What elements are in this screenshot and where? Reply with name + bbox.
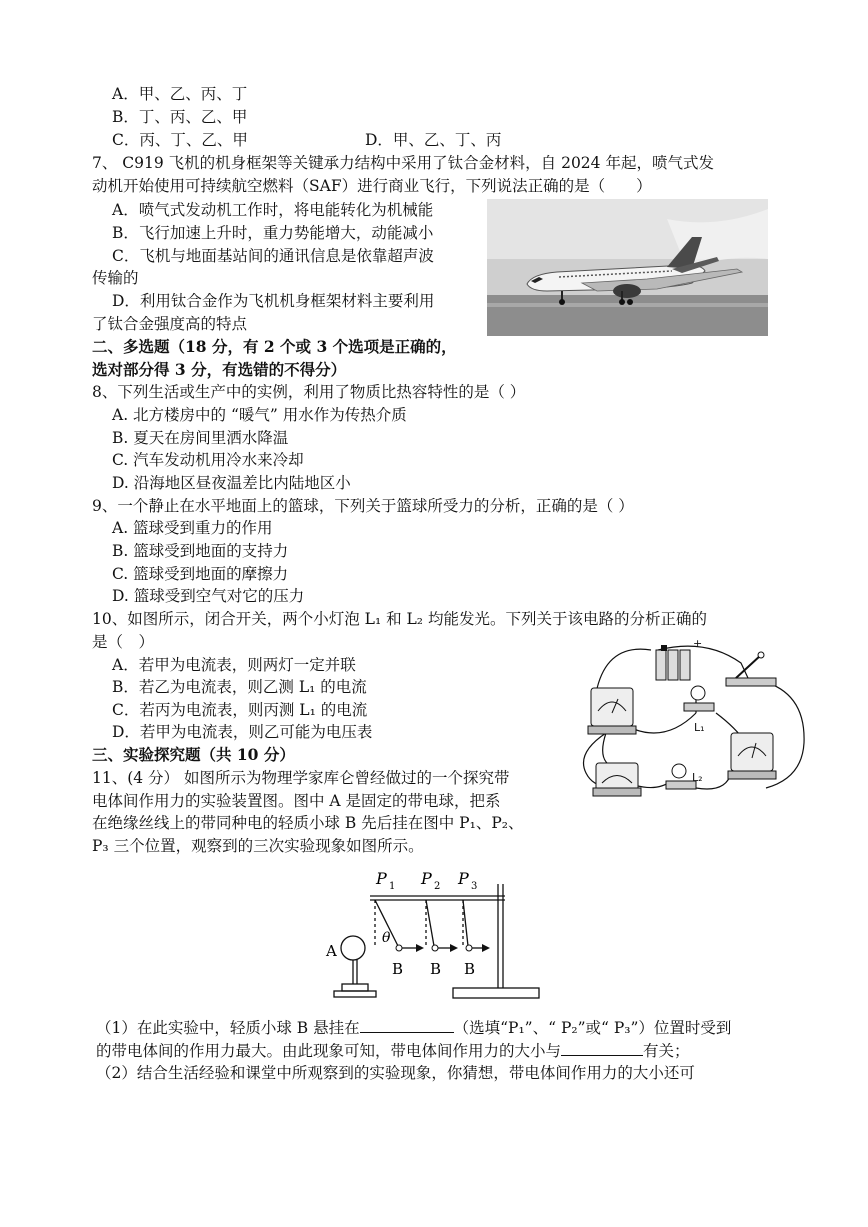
q11-part2-line1: （2）结合生活经验和课堂中所观察到的实验现象，你猜想，带电体间作用力的大小还可 <box>96 1064 695 1082</box>
q10-option-c: C．若丙为电流表，则丙测 L₁ 的电流 <box>112 701 368 719</box>
circuit-diagram <box>566 633 812 798</box>
q9-option-b: B. 篮球受到地面的支持力 <box>112 542 289 560</box>
meter-bing-icon <box>728 733 776 779</box>
q9-option-c: C. 篮球受到地面的摩擦力 <box>112 565 289 583</box>
label-p2: P <box>421 869 432 888</box>
q11-stem-line4: P₃ 三个位置，观察到的三次实验现象如图所示。 <box>92 837 424 855</box>
q11-stem-line2: 电体间作用力的实验装置图。图中 A 是固定的带电球，把系 <box>92 792 501 810</box>
q11-part1-text-c: 的带电体间的作用力最大。由此现象可知，带电体间作用力的大小与 <box>96 1042 562 1060</box>
airplane-image <box>487 199 768 336</box>
label-p2-sub: 2 <box>434 881 441 892</box>
q11-stem-line3: 在绝缘丝线上的带同种电的轻质小球 B 先后挂在图中 P₁、P₂、 <box>92 814 524 832</box>
lamp-l1-icon <box>684 686 714 711</box>
label-ball-b-3: B <box>464 960 476 978</box>
q9-option-d: D. 篮球受到空气对它的压力 <box>112 587 305 605</box>
battery-icon <box>656 645 690 680</box>
battery-plus-label: + <box>693 637 703 650</box>
label-p3: P <box>458 869 469 888</box>
q11-part1-line2 <box>96 1039 690 1062</box>
label-ball-b-2: B <box>430 960 442 978</box>
label-p1: P <box>376 869 387 888</box>
answer-blank-1[interactable] <box>360 1016 454 1033</box>
answer-blank-2[interactable] <box>561 1039 643 1056</box>
q6-option-a: A．甲、乙、丙、丁 <box>112 85 248 103</box>
q10-option-b: B．若乙为电流表，则乙测 L₁ 的电流 <box>112 678 367 696</box>
q6-option-b: B．丁、丙、乙、甲 <box>112 108 248 126</box>
meter-jia-icon <box>588 688 636 734</box>
q11-part1-text-a: （1）在此实验中，轻质小球 B 悬挂在 <box>96 1019 360 1037</box>
q9-stem: 9、一个静止在水平地面上的篮球，下列关于篮球所受力的分析，正确的是（ ） <box>92 497 634 515</box>
label-ball-b-1: B <box>392 960 404 978</box>
coulomb-apparatus-diagram <box>320 862 550 1004</box>
switch-icon <box>726 652 776 686</box>
q10-stem-line2: 是（ ） <box>92 633 155 651</box>
label-p3-sub: 3 <box>471 881 478 892</box>
q8-option-a: A. 北方楼房中的 “暖气” 用水作为传热介质 <box>112 406 407 424</box>
q7-option-b: B．飞行加速上升时，重力势能增大，动能减小 <box>112 224 434 242</box>
section3-heading: 三、实验探究题（共 10 分） <box>92 745 295 764</box>
q7-option-c-line1: C．飞机与地面基站间的通讯信息是依靠超声波 <box>112 247 434 265</box>
c919-airplane-photo <box>487 199 768 336</box>
q8-option-c: C. 汽车发动机用冷水来冷却 <box>112 451 304 469</box>
lamp-l1-label: L₁ <box>694 721 705 734</box>
q11-part1-text-d: 有关； <box>643 1042 690 1060</box>
q10-option-a: A．若甲为电流表，则两灯一定并联 <box>112 656 356 674</box>
q10-stem-line1: 10、如图所示，闭合开关，两个小灯泡 L₁ 和 L₂ 均能发光。下列关于该电路的分析正确的 <box>92 610 707 628</box>
label-theta: θ <box>382 930 391 946</box>
q7-stem-line2: 动机开始使用可持续航空燃料（SAF）进行商业飞行，下列说法正确的是（ ） <box>92 177 652 195</box>
q8-option-d: D. 沿海地区昼夜温差比内陆地区小 <box>112 474 351 492</box>
label-sphere-a: A <box>326 942 337 960</box>
q9-option-a: A. 篮球受到重力的作用 <box>112 519 273 537</box>
q7-option-c-line2: 传输的 <box>92 269 139 287</box>
q11-part1-text-b: （选填“P₁”、“ P₂”或“ P₃”）位置时受到 <box>453 1019 732 1037</box>
section2-heading-line2: 选对部分得 3 分，有选错的不得分） <box>92 360 347 379</box>
q8-stem: 8、下列生活或生产中的实例，利用了物质比热容特性的是（ ） <box>92 383 526 401</box>
q10-option-d: D．若甲为电流表，则乙可能为电压表 <box>112 723 373 741</box>
lamp-l2-label: L₂ <box>692 771 703 784</box>
meter-yi-icon <box>593 763 641 796</box>
q8-option-b: B. 夏天在房间里洒水降温 <box>112 429 289 447</box>
q11-stem-line1: 11、(4 分） 如图所示为物理学家库仑曾经做过的一个探究带 <box>92 769 510 787</box>
section2-heading-line1: 二、多选题（18 分，有 2 个或 3 个选项是正确的， <box>92 337 457 356</box>
q7-stem-line1: 7、 C919 飞机的机身框架等关键承力结构中采用了钛合金材料，自 2024 年起，喷气式发 <box>92 154 714 172</box>
q7-option-d-line2: 了钛合金强度高的特点 <box>92 315 248 333</box>
q7-option-a: A．喷气式发动机工作时，将电能转化为机械能 <box>112 201 434 219</box>
q11-part1-line1 <box>96 1016 731 1039</box>
q7-option-d-line1: D．利用钛合金作为飞机机身框架材料主要利用 <box>112 292 435 310</box>
q6-option-d: D．甲、乙、丁、丙 <box>365 131 502 149</box>
label-p1-sub: 1 <box>389 881 396 892</box>
q6-option-c: C．丙、丁、乙、甲 <box>112 131 248 149</box>
